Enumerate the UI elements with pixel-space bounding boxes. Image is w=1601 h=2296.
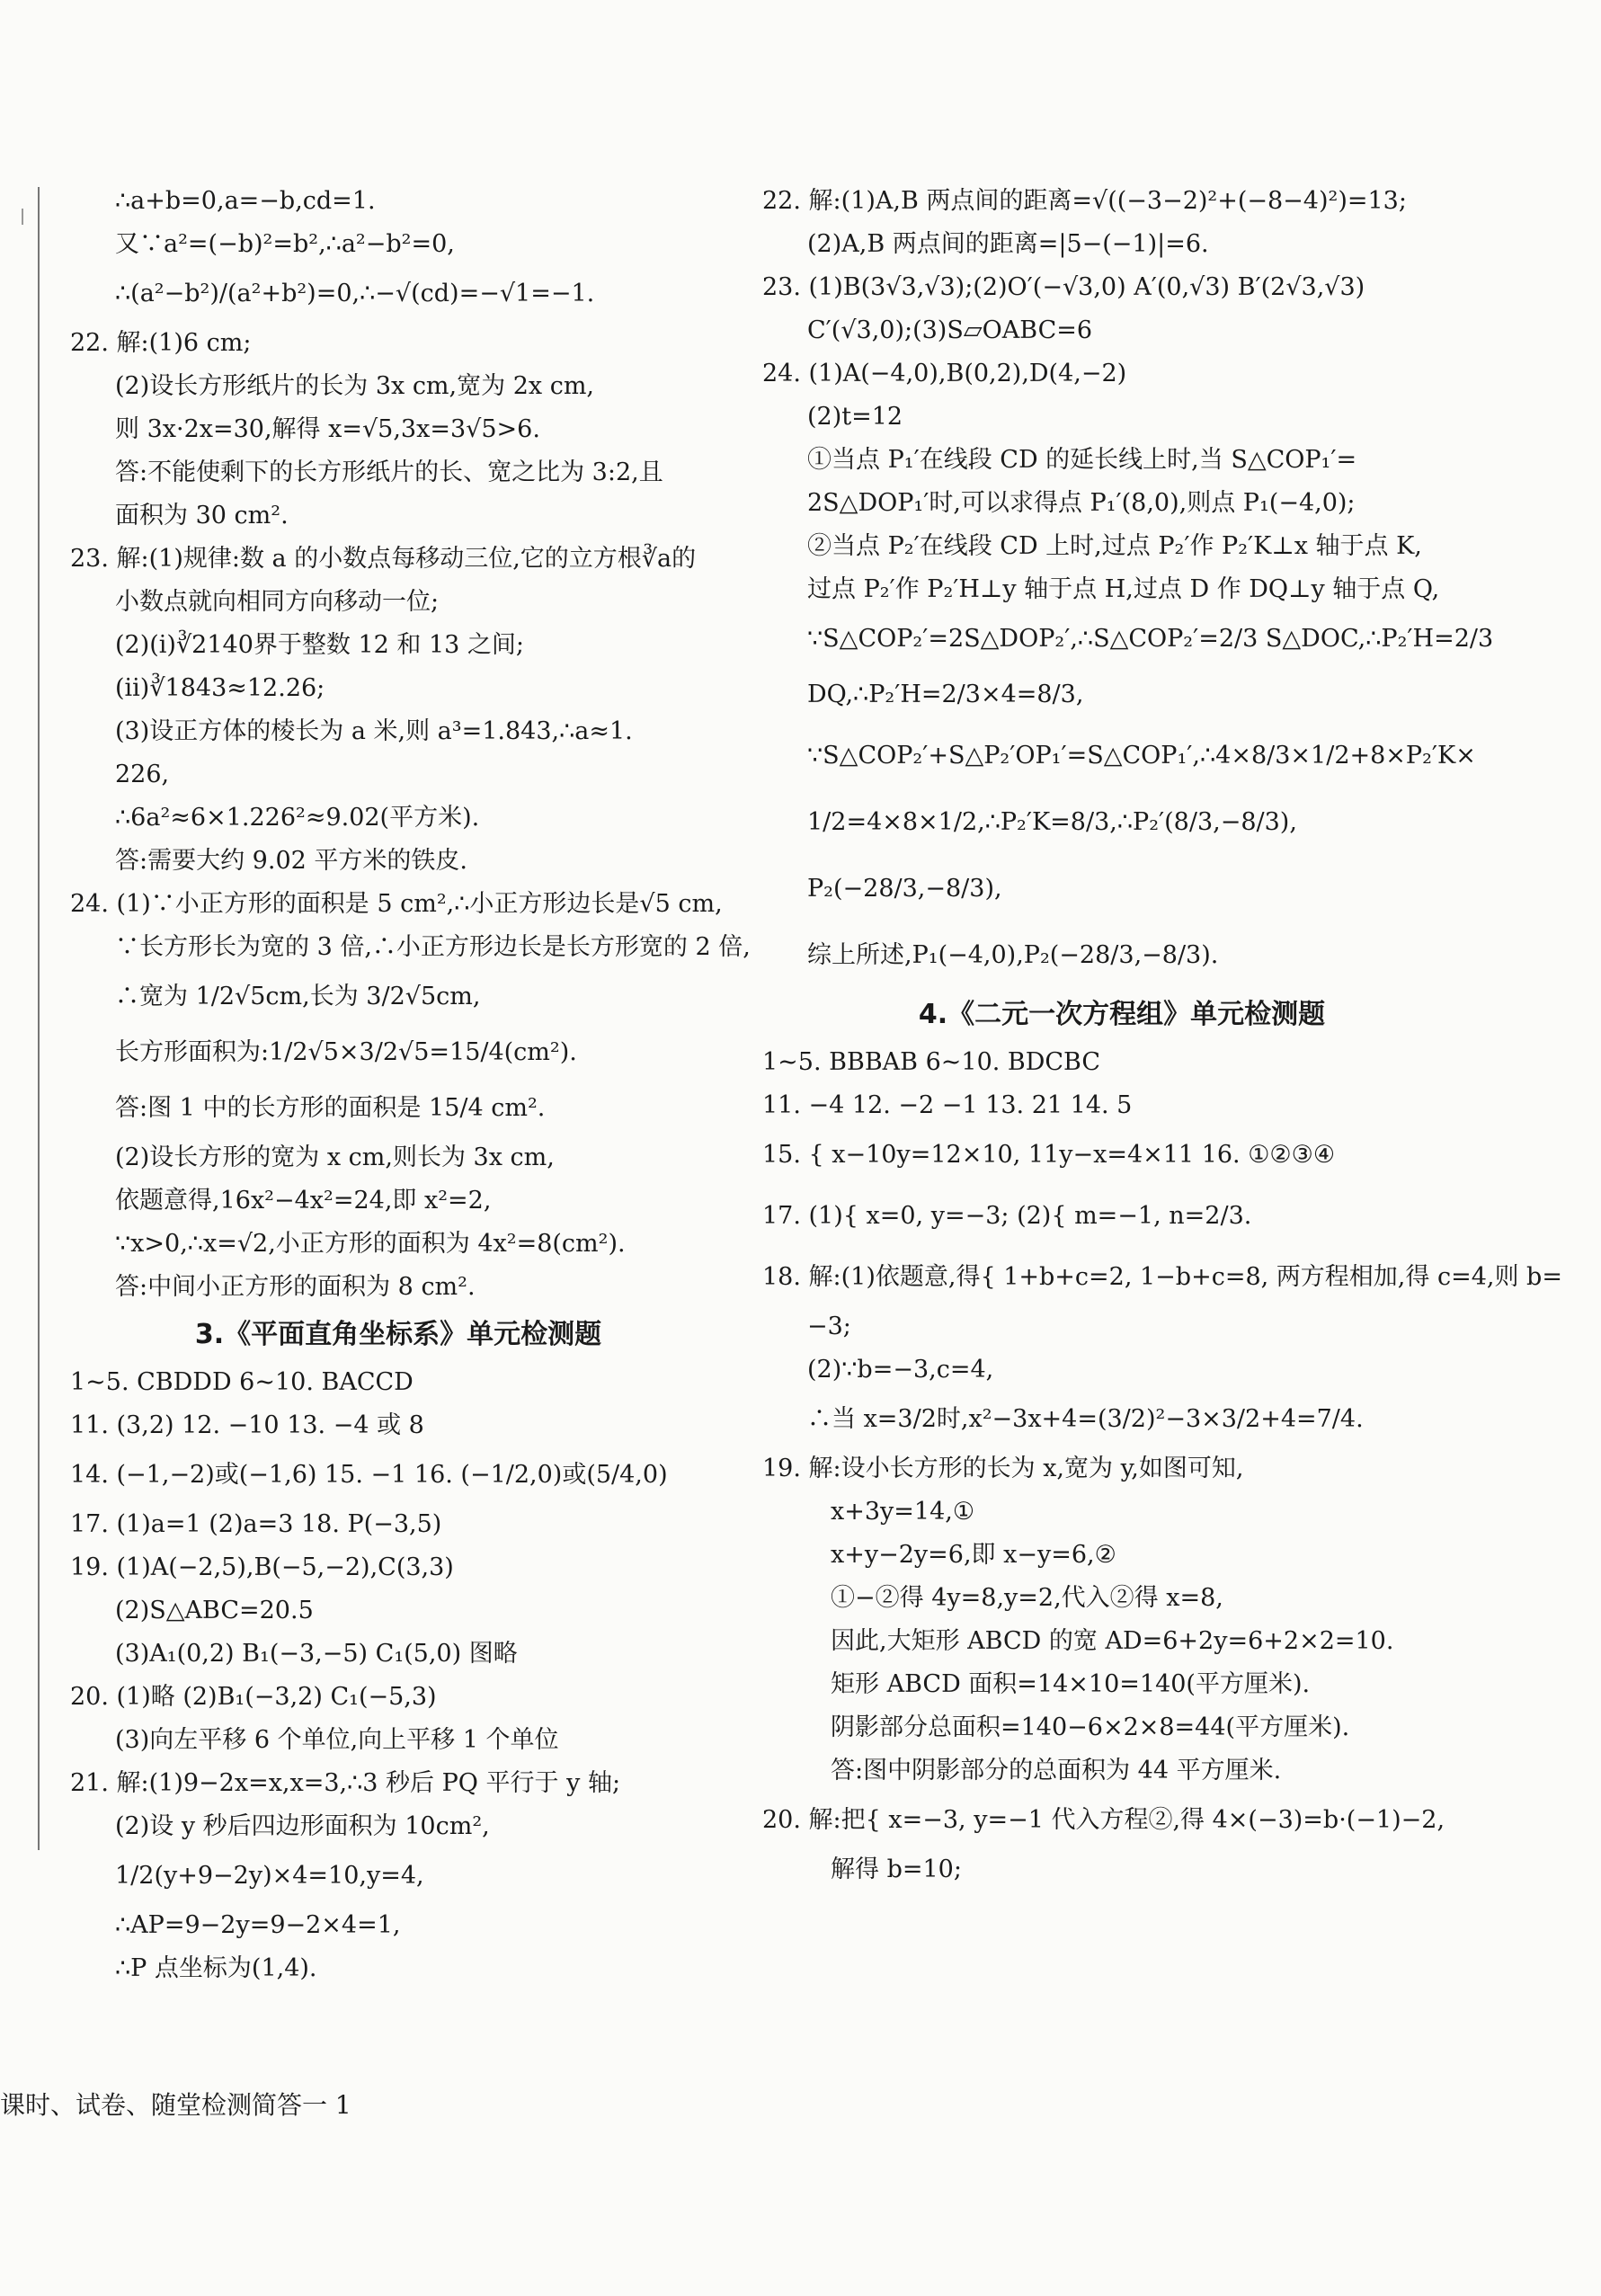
right-line: x+y−2y=6,即 x−y=6,② bbox=[831, 1541, 1116, 1569]
left-line: 答:需要大约 9.02 平方米的铁皮. bbox=[115, 847, 467, 875]
left-line: (2)设长方形纸片的长为 3x cm,宽为 2x cm, bbox=[115, 372, 594, 400]
left-line: ∵x>0,∴x=√2,小正方形的面积为 4x²=8(cm²). bbox=[115, 1230, 626, 1258]
left-line: 答:不能使剩下的长方形纸片的长、宽之比为 3:2,且 bbox=[115, 458, 663, 486]
right-line: 1~5. BBBAB 6~10. BDCBC bbox=[762, 1048, 1101, 1076]
left-line: 20. (1)略 (2)B₁(−3,2) C₁(−5,3) bbox=[70, 1683, 437, 1711]
right-line: ∵S△COP₂′=2S△DOP₂′,∴S△COP₂′=2/3 S△DOC,∴P₂′H=2/3 bbox=[807, 625, 1494, 653]
right-line: (2)A,B 两点间的距离=|5−(−1)|=6. bbox=[807, 230, 1209, 258]
left-line: (2)设长方形的宽为 x cm,则长为 3x cm, bbox=[115, 1144, 555, 1171]
right-line: 17. (1){ x=0, y=−3; (2){ m=−1, n=2/3. bbox=[762, 1202, 1252, 1230]
left-line: 答:中间小正方形的面积为 8 cm². bbox=[115, 1273, 476, 1301]
left-line: 小数点就向相同方向移动一位; bbox=[115, 588, 440, 616]
right-line: 24. (1)A(−4,0),B(0,2),D(4,−2) bbox=[762, 360, 1127, 387]
left-line: 答:图 1 中的长方形的面积是 15/4 cm². bbox=[115, 1094, 546, 1122]
right-line: 答:图中阴影部分的总面积为 44 平方厘米. bbox=[831, 1757, 1282, 1784]
left-line: ∵长方形长为宽的 3 倍,∴小正方形边长是长方形宽的 2 倍, bbox=[115, 933, 751, 961]
left-line: (2)(ⅰ)∛2140界于整数 12 和 13 之间; bbox=[115, 631, 525, 659]
left-line: ∴6a²≈6×1.226²≈9.02(平方米). bbox=[115, 804, 480, 832]
left-line: (2)S△ABC=20.5 bbox=[115, 1597, 314, 1624]
right-line: ∵S△COP₂′+S△P₂′OP₁′=S△COP₁′,∴4×8/3×1/2+8×P₂′K× bbox=[807, 742, 1476, 770]
right-line: 2S△DOP₁′时,可以求得点 P₁′(8,0),则点 P₁(−4,0); bbox=[807, 489, 1356, 517]
margin-line bbox=[38, 187, 40, 1850]
left-line: 17. (1)a=1 (2)a=3 18. P(−3,5) bbox=[70, 1510, 442, 1538]
right-line: 11. −4 12. −2 −1 13. 21 14. 5 bbox=[762, 1091, 1133, 1119]
right-line: P₂(−28/3,−8/3), bbox=[807, 875, 1002, 903]
left-line: ∴宽为 1/2√5cm,长为 3/2√5cm, bbox=[115, 983, 481, 1010]
left-line: (2)设 y 秒后四边形面积为 10cm², bbox=[115, 1812, 490, 1840]
right-line: ①−②得 4y=8,y=2,代入②得 x=8, bbox=[831, 1584, 1223, 1612]
left-line: 226, bbox=[115, 761, 170, 788]
right-line: 15. { x−10y=12×10, 11y−x=4×11 16. ①②③④ bbox=[762, 1141, 1336, 1169]
right-line: (2)∵b=−3,c=4, bbox=[807, 1356, 994, 1384]
right-line: 4.《二元一次方程组》单元检测题 bbox=[918, 999, 1326, 1030]
right-line: 过点 P₂′作 P₂′H⊥y 轴于点 H,过点 D 作 DQ⊥y 轴于点 Q, bbox=[807, 575, 1440, 603]
left-line: 又∵a²=(−b)²=b²,∴a²−b²=0, bbox=[115, 230, 455, 258]
right-line: ①当点 P₁′在线段 CD 的延长线上时,当 S△COP₁′= bbox=[807, 446, 1357, 474]
right-line: 22. 解:(1)A,B 两点间的距离=√((−3−2)²+(−8−4)²)=13; bbox=[762, 187, 1407, 215]
right-line: 因此,大矩形 ABCD 的宽 AD=6+2y=6+2×2=10. bbox=[831, 1627, 1394, 1655]
left-line: (3)向左平移 6 个单位,向上平移 1 个单位 bbox=[115, 1726, 559, 1754]
left-line: 11. (3,2) 12. −10 13. −4 或 8 bbox=[70, 1411, 424, 1439]
left-line: 14. (−1,−2)或(−1,6) 15. −1 16. (−1/2,0)或(5/4,0) bbox=[70, 1461, 668, 1489]
left-line: 面积为 30 cm². bbox=[115, 502, 289, 530]
left-line: ∴(a²−b²)/(a²+b²)=0,∴−√(cd)=−√1=−1. bbox=[115, 280, 595, 307]
right-line: 19. 解:设小长方形的长为 x,宽为 y,如图可知, bbox=[762, 1455, 1244, 1482]
left-line: ∴AP=9−2y=9−2×4=1, bbox=[115, 1911, 401, 1939]
left-column bbox=[70, 180, 751, 1990]
margin-tick bbox=[22, 209, 34, 225]
left-line: 24. (1)∵小正方形的面积是 5 cm²,∴小正方形边长是√5 cm, bbox=[70, 890, 723, 918]
right-line: ②当点 P₂′在线段 CD 上时,过点 P₂′作 P₂′K⊥x 轴于点 K, bbox=[807, 532, 1422, 560]
left-line: 3.《平面直角坐标系》单元检测题 bbox=[194, 1319, 602, 1350]
left-line: 长方形面积为:1/2√5×3/2√5=15/4(cm²). bbox=[115, 1038, 577, 1066]
left-line: (ⅱ)∛1843≈12.26; bbox=[115, 674, 325, 702]
right-line: 综上所述,P₁(−4,0),P₂(−28/3,−8/3). bbox=[807, 941, 1219, 969]
left-line: 依题意得,16x²−4x²=24,即 x²=2, bbox=[115, 1187, 492, 1215]
right-line: ∴当 x=3/2时,x²−3x+4=(3/2)²−3×3/2+4=7/4. bbox=[807, 1405, 1364, 1433]
right-line: DQ,∴P₂′H=2/3×4=8/3, bbox=[807, 681, 1084, 708]
right-line: (2)t=12 bbox=[807, 403, 903, 431]
right-line: 23. (1)B(3√3,√3);(2)O′(−√3,0) A′(0,√3) B′(2√3,√3) bbox=[762, 273, 1365, 301]
left-line: 则 3x·2x=30,解得 x=√5,3x=3√5>6. bbox=[115, 415, 540, 443]
right-line: 矩形 ABCD 面积=14×10=140(平方厘米). bbox=[831, 1670, 1311, 1698]
left-line: 19. (1)A(−2,5),B(−5,−2),C(3,3) bbox=[70, 1553, 454, 1581]
left-line: 1~5. CBDDD 6~10. BACCD bbox=[70, 1368, 414, 1396]
right-line: x+3y=14,① bbox=[831, 1498, 975, 1526]
right-line: 18. 解:(1)依题意,得{ 1+b+c=2, 1−b+c=8, 两方程相加,得 c=4,则 b= bbox=[762, 1263, 1562, 1291]
right-line: 解得 b=10; bbox=[831, 1855, 962, 1883]
page-footer: 课时、试卷、随堂检测简答一 1 bbox=[0, 2090, 351, 2120]
left-line: ∴P 点坐标为(1,4). bbox=[115, 1954, 317, 1982]
left-line: 22. 解:(1)6 cm; bbox=[70, 329, 252, 357]
right-line: −3; bbox=[807, 1313, 851, 1340]
left-line: (3)设正方体的棱长为 a 米,则 a³=1.843,∴a≈1. bbox=[115, 717, 633, 745]
right-line: 20. 解:把{ x=−3, y=−1 代入方程②,得 4×(−3)=b·(−1)−2, bbox=[762, 1806, 1445, 1834]
right-line: 阴影部分总面积=140−6×2×8=44(平方厘米). bbox=[831, 1713, 1350, 1741]
left-line: ∴a+b=0,a=−b,cd=1. bbox=[115, 187, 376, 215]
left-line: 23. 解:(1)规律:数 a 的小数点每移动三位,它的立方根∛a的 bbox=[70, 545, 697, 573]
right-line: 1/2=4×8×1/2,∴P₂′K=8/3,∴P₂′(8/3,−8/3), bbox=[807, 808, 1297, 836]
left-line: 21. 解:(1)9−2x=x,x=3,∴3 秒后 PQ 平行于 y 轴; bbox=[70, 1769, 621, 1797]
left-line: (3)A₁(0,2) B₁(−3,−5) C₁(5,0) 图略 bbox=[115, 1640, 518, 1668]
right-line: C′(√3,0);(3)S▱OABC=6 bbox=[807, 316, 1093, 344]
left-line: 1/2(y+9−2y)×4=10,y=4, bbox=[115, 1862, 424, 1890]
right-column bbox=[762, 180, 1562, 1891]
